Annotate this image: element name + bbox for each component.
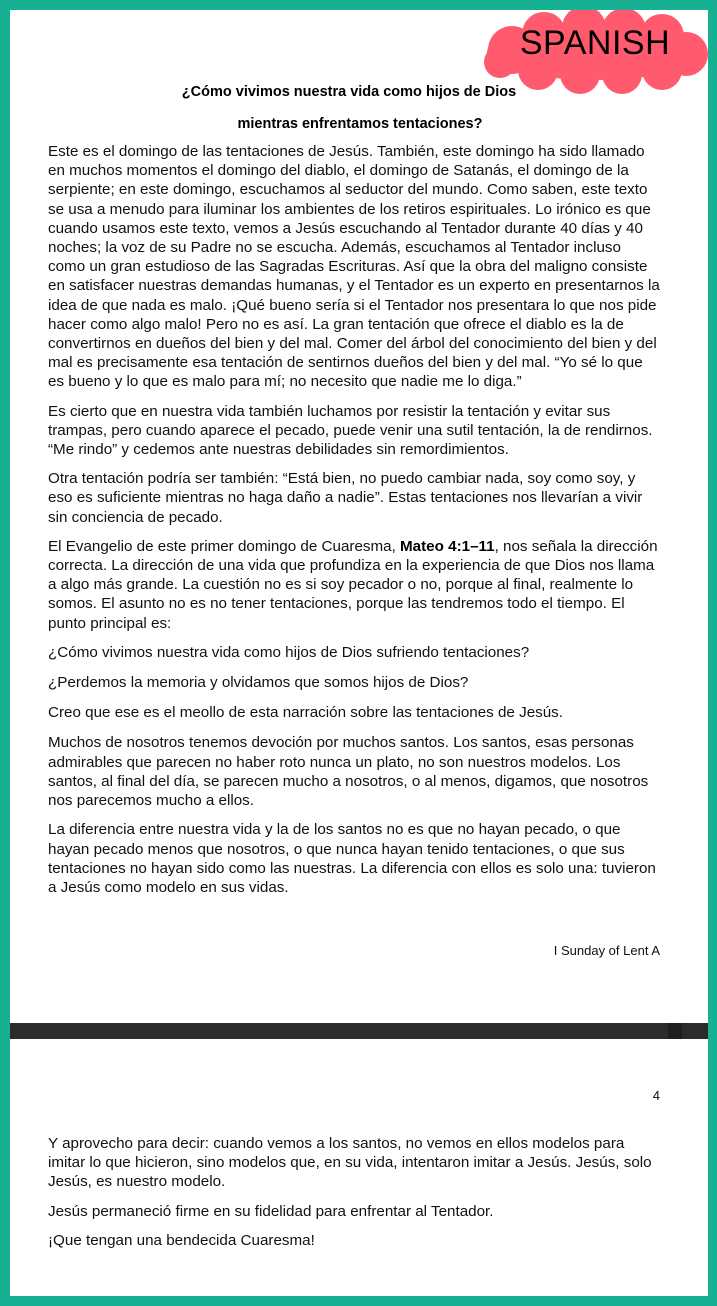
page-divider — [10, 1023, 708, 1039]
divider-notch — [668, 1023, 682, 1039]
paragraph: Otra tentación podría ser también: “Está bien, no puedo cambiar nada, soy como soy, y eso es suficiente mientras no haga daño a nadie”. Estas tentaciones nos llevarían a vivir sin conciencia de pecado. — [48, 470, 643, 526]
paragraph: Y aprovecho para decir: cuando vemos a los santos, no vemos en ellos modelos para imitar lo que hicieron, sino modelos que, en su vida, intentaron imitar a Jesús. Jesús, solo Jesús, es nuestro modelo. — [48, 1135, 652, 1191]
gospel-text-after: , nos señala la dirección correcta. La dirección de una vida que profundiza en la experiencia de que Dios nos llama a algo más grande. La cuestión no es si soy pecador o no, porque al final, realmente lo somos. El asunto no es no tener tentaciones, porque las tendremos todo el tiempo. El punto principal es: — [48, 537, 658, 632]
paragraph: Es cierto que en nuestra vida también luchamos por resistir la tentación y evitar sus trampas, pero cuando aparece el pecado, puede venir una sutil tentación, la de rendirnos. “Me rindo” y cedemos ante nuestras debilidades sin remordimientos. — [48, 402, 653, 459]
question: ¿Perdemos la memoria y olvidamos que somos hijos de Dios? — [48, 674, 469, 692]
paragraph: La diferencia entre nuestra vida y la de los santos no es que no hayan pecado, o que hayan pecado menos que nosotros, o que nunca hayan tenido tentaciones, o que sus tentaciones no hayan sido como las nuestras. La diferencia con ellos es solo una: tuvieron a Jesús como modelo en sus vidas. — [48, 821, 656, 896]
scripture-reference: Mateo 4:1–11 — [400, 537, 495, 555]
document-page — [10, 10, 708, 1296]
page-number: 4 — [652, 1088, 660, 1103]
paragraph: Este es el domingo de las tentaciones de Jesús. También, este domingo ha sido llamado en muchos momentos el domingo del diablo, el domingo de Satanás, el domingo de la serpiente; en este domingo, escuchamos al seductor del mundo. Como saben, este texto se usa a menudo para iluminar los ambientes de los retiros espirituales. Lo irónico es que cuando usamos este texto, vemos a Jesús escuchando al Tentador durante 40 días y 40 noches; la voz de su Padre no se escucha. Además, escuchamos al Tentador incluso como un gran estudioso de las Sagradas Escrituras. Así que la obra del maligno consiste en satisfacer nuestras demandas humanas, y el Tentador es un experto en presentarnos la idea de que nada es malo. ¡Qué bueno sería si el Tentador nos presentara lo que nos pide hacer como algo malo! Pero no es así. La gran tentación que ofrece el diablo es la de convertirnos en dueños del bien y del mal. Comer del árbol del conocimiento del bien y del mal es precisamente esa tentación de sentirnos dueños del bien y del mal. “Yo sé lo que es bueno y lo que es malo para mí; no necesito que nadie me lo diga.” — [48, 143, 660, 391]
title-line-2: mientras enfrentamos tentaciones? — [237, 116, 483, 132]
statement: Creo que ese es el meollo de esta narración sobre las tentaciones de Jesús. — [48, 704, 563, 722]
paragraph: Jesús permaneció firme en su fidelidad para enfrentar al Tentador. — [48, 1202, 494, 1220]
gospel-paragraph — [48, 537, 662, 633]
language-label: SPANISH — [519, 24, 671, 62]
paragraph: Muchos de nosotros tenemos devoción por muchos santos. Los santos, esas personas admirables que parecen no haber roto nunca un plato, no son nuestros modelos. Los santos, al final del día, se parecen mucho a nosotros, o al menos, digamos, que nosotros nos parecemos mucho a ellos. — [48, 734, 649, 810]
closing-line: ¡Que tengan una bendecida Cuaresma! — [48, 1231, 315, 1249]
gospel-text-before: El Evangelio de este primer domingo de Cuaresma, — [48, 537, 401, 555]
page-body — [48, 142, 662, 907]
question: ¿Cómo vivimos nuestra vida como hijos de Dios sufriendo tentaciones? — [48, 643, 530, 661]
title-line-1: ¿Cómo vivimos nuestra vida como hijos de Dios — [181, 84, 517, 100]
language-badge — [472, 10, 708, 94]
page-2-body — [48, 1134, 662, 1260]
lectionary-label: I Sunday of Lent A — [553, 943, 660, 958]
